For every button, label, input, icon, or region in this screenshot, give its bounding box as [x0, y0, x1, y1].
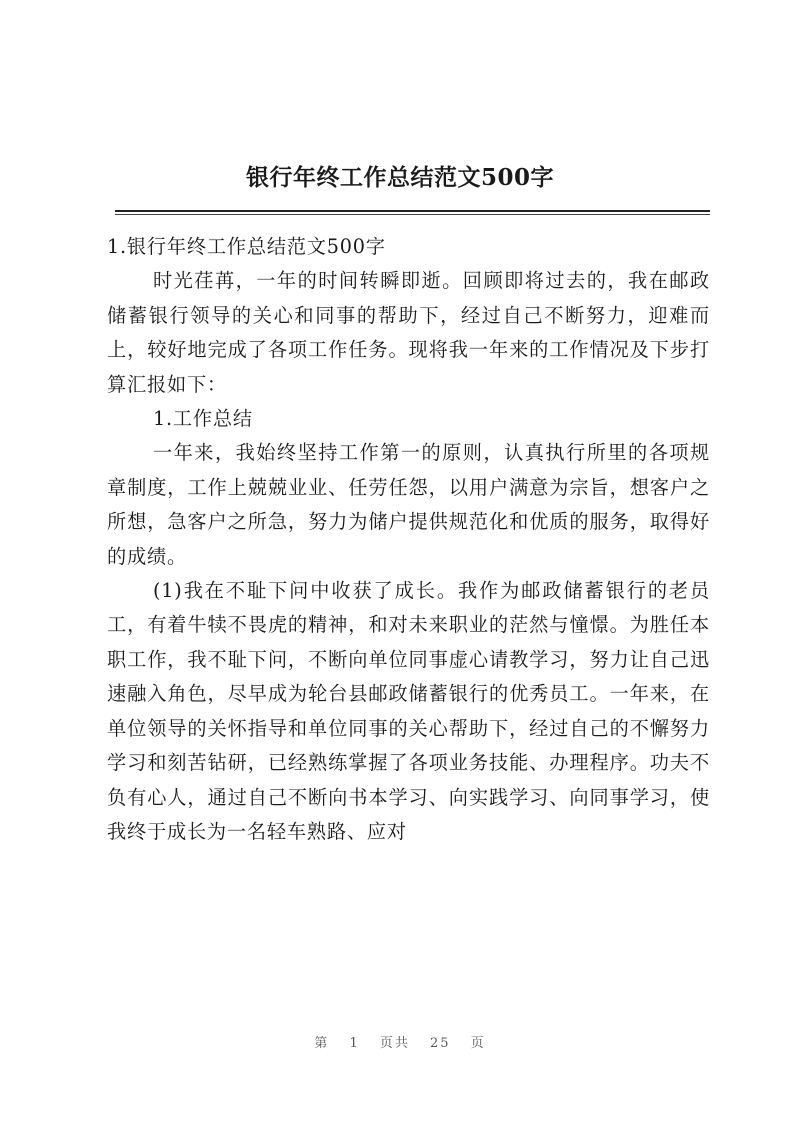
title-rule-thin [115, 214, 710, 215]
paragraph-growth: (1)我在不耻下问中收获了成长。我作为邮政储蓄银行的老员工，有着牛犊不畏虎的精神，和对未来职业的茫然与憧憬。为胜任本职工作，我不耻下问，不断向单位同事虚心请教学习，努力让自己迅速融入角色，尽早成为轮台县邮政储蓄银行的优秀员工。一年来，在单位领导的关怀指导和单位同事的关心帮助下，经过自己的不懈努力学习和刻苦钻研，已经熟练掌握了各项业务技能、办理程序。功夫不负有心人，通过自己不断向书本学习、向实践学习、向同事学习，使我终于成长为一名轻车熟路、应对 [107, 579, 710, 843]
footer-total-pages: 25 [430, 1036, 451, 1051]
footer-suffix: 页 [470, 1036, 486, 1051]
footer-prefix: 第 [314, 1036, 330, 1051]
footer-page-number: 1 [349, 1036, 360, 1051]
document-body [107, 230, 710, 849]
title-rule-thick [115, 210, 710, 212]
footer-mid: 页共 [379, 1036, 410, 1051]
paragraph-summary: 一年来，我始终坚持工作第一的原则，认真执行所里的各项规章制度，工作上兢兢业业、任劳任怨，以用户满意为宗旨，想客户之所想，急客户之所急，努力为储户提供规范化和优质的服务，取得好的成绩。 [107, 441, 710, 568]
document-title: 银行年终工作总结范文500字 [245, 164, 554, 191]
paragraph-intro: 时光荏苒，一年的时间转瞬即逝。回顾即将过去的，我在邮政储蓄银行领导的关心和同事的帮助下，经过自己不断努力，迎难而上，较好地完成了各项工作任务。现将我一年来的工作情况及下步打算汇报如下： [107, 269, 710, 396]
subsection-heading: 1.工作总结 [153, 407, 253, 431]
page-footer [0, 1032, 800, 1051]
section-heading: 1.银行年终工作总结范文500字 [107, 235, 386, 258]
